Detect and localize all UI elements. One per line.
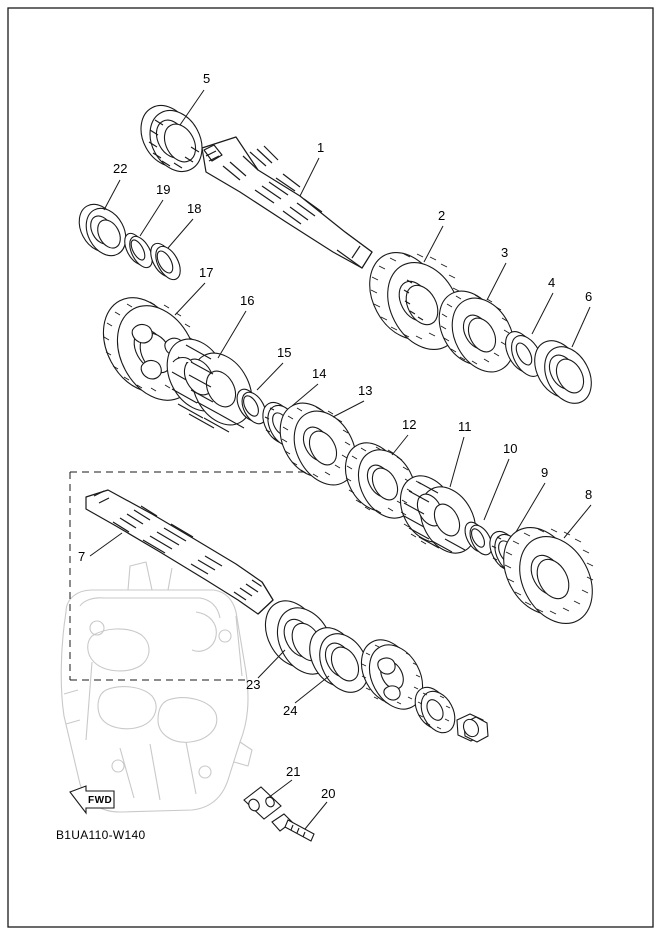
callout-8: 8 [585,487,593,502]
bolt-20 [272,814,314,841]
callout-23: 23 [246,677,261,692]
callout-21: 21 [286,764,301,779]
bearing-22 [71,197,133,262]
callout-16: 16 [240,293,255,308]
crankcase-ghost-outline [61,562,252,812]
callout-2: 2 [438,208,446,223]
gear-8 [489,515,606,636]
callout-20: 20 [321,786,336,801]
sprocket-nut [457,714,488,742]
callout-1: 1 [317,140,325,155]
callout-18: 18 [187,201,202,216]
callout-5: 5 [203,71,211,86]
callout-4: 4 [548,275,556,290]
main-axle-shaft [202,137,372,268]
callout-10: 10 [503,441,518,456]
part-code-label: B1UA110-W140 [56,828,146,842]
bearing-5 [131,96,212,180]
callout-11: 11 [458,419,472,434]
callout-22: 22 [113,161,128,176]
callout-7: 7 [78,549,86,564]
callout-13: 13 [358,383,373,398]
fwd-direction-label: FWD [88,795,113,806]
callout-24: 24 [283,703,298,718]
callout-12: 12 [402,417,417,432]
callout-15: 15 [277,345,292,360]
bearing-6 [525,333,600,412]
drive-axle-shaft [86,490,273,614]
callout-14: 14 [312,366,327,381]
callout-6: 6 [585,289,593,304]
callout-17: 17 [199,265,214,280]
callout-9: 9 [541,465,549,480]
callout-19: 19 [156,182,171,197]
callout-3: 3 [501,245,509,260]
